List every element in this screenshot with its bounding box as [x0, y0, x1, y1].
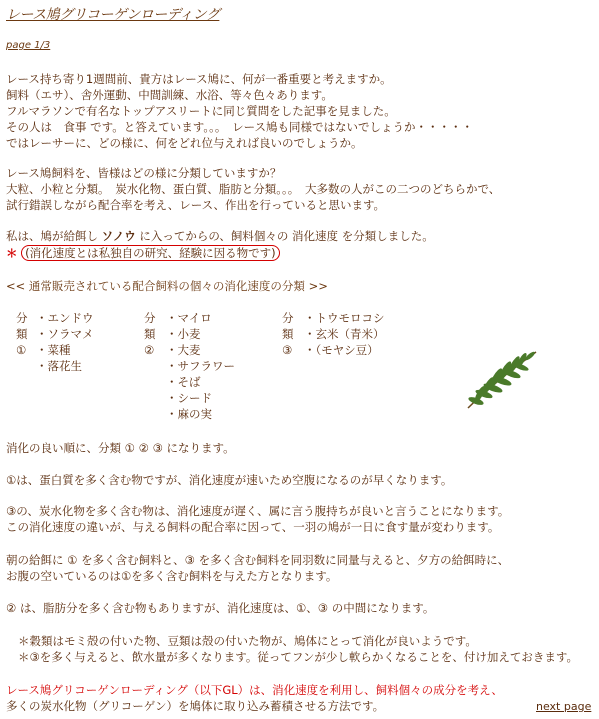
class2-items	[166, 310, 235, 422]
body-line-7: ② は、脂肪分を多く含む物もありますが、消化速度は、①、③ の中間になります。	[6, 601, 435, 615]
class3-label: 分 類 ③	[282, 311, 294, 357]
para3-line	[6, 228, 434, 244]
page-title: レース鳩グリコーゲンローディング	[6, 7, 220, 23]
list-item: ・菜種	[36, 343, 71, 357]
para3-note	[6, 245, 280, 261]
next-page-link[interactable]: next page	[536, 700, 592, 713]
list-item: ・（モヤシ豆）	[304, 343, 379, 357]
body-line-3: ③の、炭水化物を多く含む物は、消化速度が遅く、属に言う腹持ちが良いと言うことになります。	[6, 504, 510, 518]
note-asterisk: ＊	[6, 246, 18, 260]
intro-line-5: ではレーサーに、どの様に、何をどれ位与えれば良いのでしょうか。	[6, 136, 363, 150]
fern-leaf-icon	[462, 344, 542, 414]
para2-line-1: レース鳩飼料を、皆様はどの様に分類していますか？	[6, 166, 282, 180]
body-line-4: この消化速度の違いが、与える飼料の配合率に因って、一羽の鳩が一日に食す量が変わります。	[6, 520, 500, 534]
para3-pre: 私は、鳩が給餌し	[6, 229, 102, 243]
list-item: ・小麦	[166, 327, 201, 341]
list-item: ・シード	[166, 391, 212, 405]
para2-line-3: 試行錯誤しながら配合率を考え、レース、作出を行っていると思います。	[6, 198, 386, 212]
note-line-2: ＊③を多く与えると、飲水量が多くなります。従ってフンが少し軟らかくなることを、付け加えておきます。	[18, 650, 579, 664]
page-number: page 1/3	[6, 40, 51, 51]
intro-line-4: その人は 食事 です。と答えています。。。 レース鳩も同様ではないでしょうか・・・・・	[6, 120, 473, 134]
closing-line-1: レース鳩グリコーゲンローディング（以下GL）は、消化速度を利用し、飼料個々の成分を考え、	[6, 683, 503, 697]
class1-label: 分 類 ①	[16, 311, 28, 357]
intro-line-1: レース持ち寄り1週間前、貴方はレース鳩に、何が一番重要と考えますか。	[6, 72, 392, 86]
body-line-2: ①は、蛋白質を多く含む物ですが、消化速度が速いため空腹になるのが早くなります。	[6, 473, 453, 487]
list-item: ・麻の実	[166, 407, 212, 421]
closing-line-2: 多くの炭水化物（グリコーゲン）を鳩体に取り込み蓄積させる方法です。	[6, 699, 385, 713]
class3-items	[304, 310, 385, 358]
body-line-6: お腹の空いているのは①を多く含む飼料を与えた方となります。	[6, 569, 338, 583]
list-item: ・玄米（青米）	[304, 327, 385, 341]
para3-post: に入ってからの、飼料個々の 消化速度 を分類しました。	[135, 229, 434, 243]
list-item: ・落花生	[36, 359, 82, 373]
note-line-1: ＊穀類はモミ殻の付いた物、豆類は殻の付いた物が、鳩体にとって消化が良いようです。	[18, 634, 477, 648]
sonou-term: ソノウ	[101, 229, 136, 243]
list-item: ・エンドウ	[36, 311, 94, 325]
intro-line-2: 飼料（エサ）、舎外運動、中間訓練、水浴、等々色々あります。	[6, 88, 333, 102]
list-item: ・トウモロコシ	[304, 311, 385, 325]
intro-line-3: フルマラソンで有名なトップアスリートに同じ質問をした記事を見ました。	[6, 104, 396, 118]
section-header: << 通常販売されている配合飼料の個々の消化速度の分類 >>	[6, 279, 328, 293]
list-item: ・ソラマメ	[36, 327, 94, 341]
body-line-1: 消化の良い順に、分類 ① ② ③ になります。	[6, 441, 235, 455]
list-item: ・マイロ	[166, 311, 212, 325]
para2-line-2: 大粒、小粒と分類。 炭水化物、蛋白質、脂肪と分類。。。 大多数の人がこの二つのどちらかで、	[6, 182, 501, 196]
class1-items	[36, 310, 94, 374]
list-item: ・サフラワー	[166, 359, 235, 373]
note-text: (消化速度とは私独自の研究、経験に因る物です)	[21, 245, 279, 261]
body-line-5: 朝の給餌に ① を多く含む飼料と、③ を多く含む飼料を同羽数に同量与えると、夕方の給餌時に、	[6, 553, 510, 567]
list-item: ・大麦	[166, 343, 201, 357]
class2-label: 分 類 ②	[144, 311, 156, 357]
list-item: ・そば	[166, 375, 201, 389]
